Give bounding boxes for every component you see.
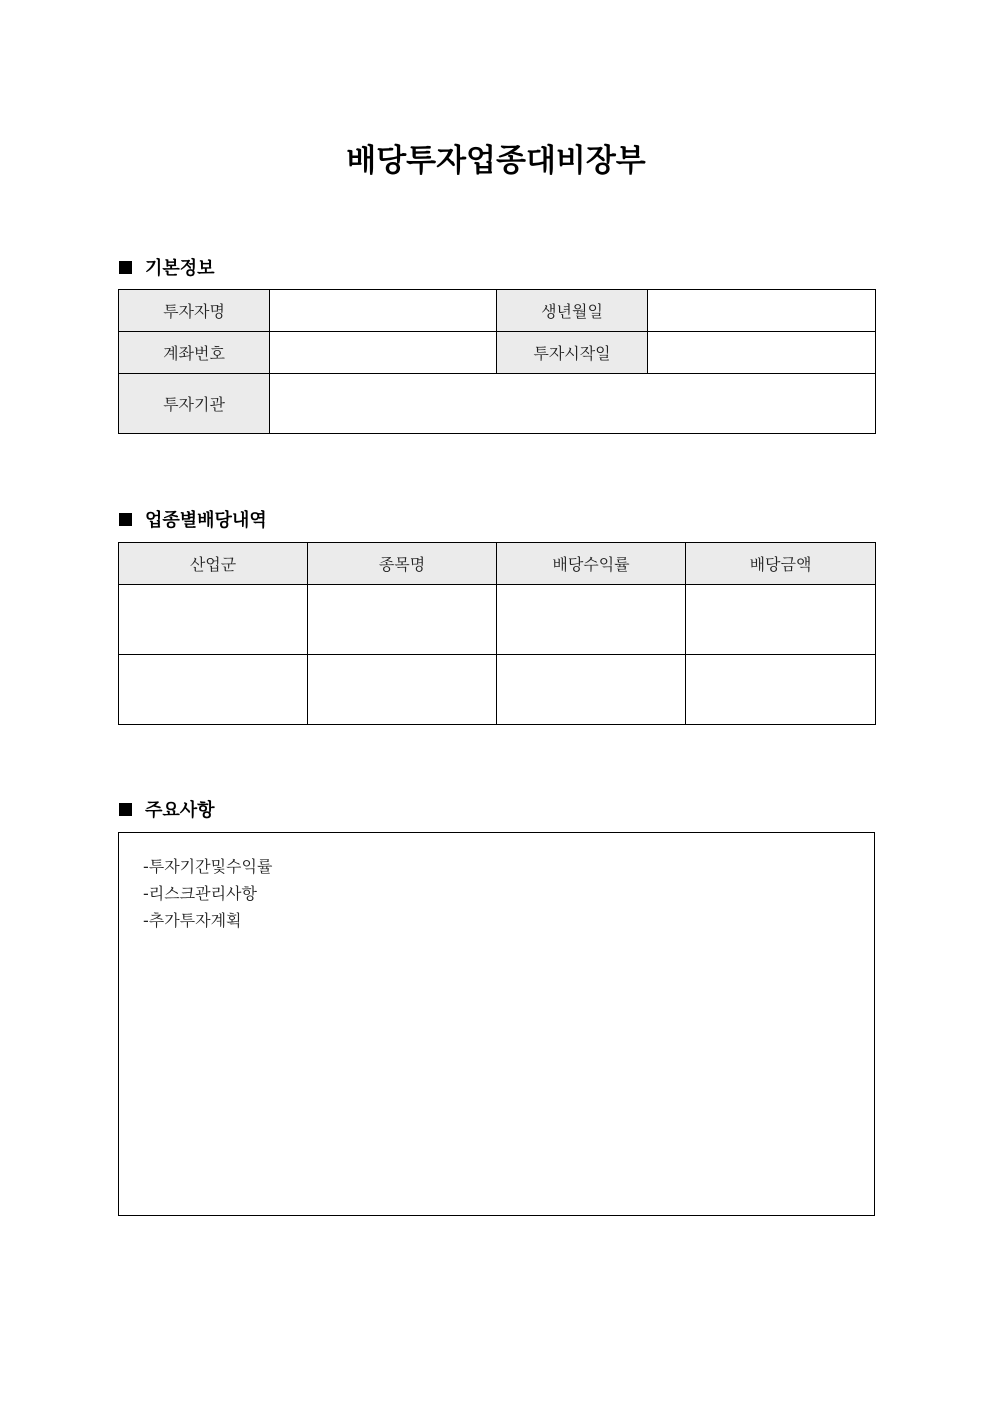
notes-item: -추가투자계획 xyxy=(143,911,242,930)
industry-cell[interactable] xyxy=(119,585,308,655)
table-row xyxy=(119,655,876,725)
section-heading-text: 주요사항 xyxy=(145,800,215,821)
section-heading-text: 업종별배당내역 xyxy=(145,510,267,531)
table-row xyxy=(119,374,876,434)
section-heading-notes xyxy=(119,796,215,822)
birth-date-field[interactable] xyxy=(648,290,876,332)
section-heading-text: 기본정보 xyxy=(145,258,215,279)
notes-list xyxy=(119,833,874,934)
column-header-industry: 산업군 xyxy=(119,543,308,585)
basic-info-table xyxy=(118,289,876,434)
square-bullet-icon xyxy=(119,803,132,816)
column-header-dividend-amount: 배당금액 xyxy=(686,543,876,585)
column-header-stock-name: 종목명 xyxy=(308,543,497,585)
investor-name-field[interactable] xyxy=(270,290,497,332)
table-row xyxy=(119,585,876,655)
dividend-table xyxy=(118,542,876,725)
table-header-row xyxy=(119,543,876,585)
start-date-field[interactable] xyxy=(648,332,876,374)
dividend-amount-cell[interactable] xyxy=(686,655,876,725)
dividend-yield-cell[interactable] xyxy=(497,585,686,655)
stock-name-cell[interactable] xyxy=(308,585,497,655)
section-heading-basic-info xyxy=(119,254,215,280)
birth-date-label: 생년월일 xyxy=(497,290,648,332)
notes-item: -리스크관리사항 xyxy=(143,884,257,903)
start-date-label: 투자시작일 xyxy=(497,332,648,374)
dividend-yield-cell[interactable] xyxy=(497,655,686,725)
section-heading-dividend xyxy=(119,506,267,532)
investor-name-label: 투자자명 xyxy=(119,290,270,332)
square-bullet-icon xyxy=(119,513,132,526)
notes-box[interactable] xyxy=(118,832,875,1216)
dividend-amount-cell[interactable] xyxy=(686,585,876,655)
account-number-field[interactable] xyxy=(270,332,497,374)
industry-cell[interactable] xyxy=(119,655,308,725)
notes-item: -투자기간및수익률 xyxy=(143,857,273,876)
account-number-label: 계좌번호 xyxy=(119,332,270,374)
document-title: 배당투자업종대비장부 xyxy=(346,143,646,179)
table-row xyxy=(119,290,876,332)
square-bullet-icon xyxy=(119,261,132,274)
stock-name-cell[interactable] xyxy=(308,655,497,725)
institution-field[interactable] xyxy=(270,374,876,434)
column-header-dividend-yield: 배당수익률 xyxy=(497,543,686,585)
institution-label: 투자기관 xyxy=(119,374,270,434)
table-row xyxy=(119,332,876,374)
